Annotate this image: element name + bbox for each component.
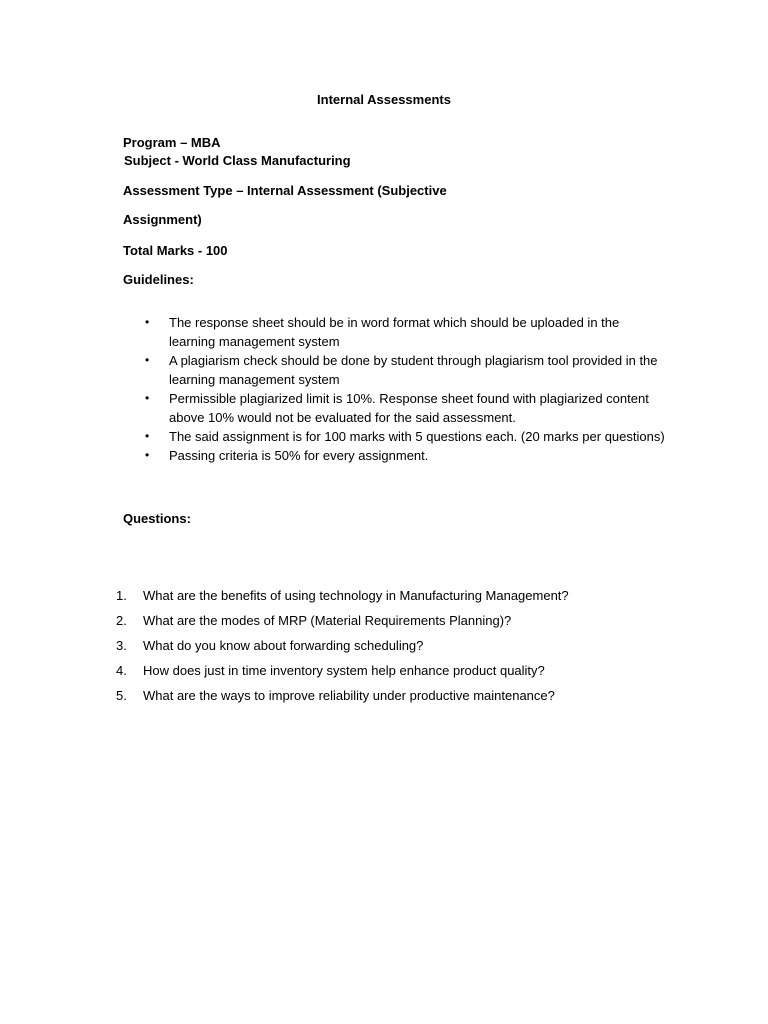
- question-number: 5.: [116, 688, 127, 703]
- question-text: What are the ways to improve reliability under productive maintenance?: [143, 688, 555, 703]
- assessment-type-line-continued: Assignment): [123, 212, 202, 227]
- bullet-icon: •: [145, 315, 150, 329]
- question-text: What are the benefits of using technology in Manufacturing Management?: [143, 588, 569, 603]
- guideline-text: A plagiarism check should be done by student through plagiarism tool provided in the learning management system: [169, 353, 658, 387]
- guideline-item: [145, 389, 665, 427]
- guideline-item: [145, 351, 665, 389]
- bullet-icon: •: [145, 391, 150, 405]
- document-title-text: Internal Assessments: [317, 92, 451, 107]
- guideline-text: The response sheet should be in word format which should be uploaded in the learning management system: [169, 315, 620, 349]
- question-item: [116, 608, 676, 633]
- question-text: What do you know about forwarding scheduling?: [143, 638, 424, 653]
- total-marks-line: Total Marks - 100: [123, 243, 228, 258]
- questions-heading: Questions:: [123, 511, 191, 526]
- question-item: [116, 658, 676, 683]
- guideline-item: [145, 313, 665, 351]
- guideline-text: Passing criteria is 50% for every assignment.: [169, 448, 429, 463]
- program-line: Program – MBA: [123, 135, 221, 150]
- bullet-icon: •: [145, 448, 150, 462]
- question-number: 1.: [116, 588, 127, 603]
- question-number: 4.: [116, 663, 127, 678]
- subject-line: Subject - World Class Manufacturing: [124, 153, 351, 168]
- bullet-icon: •: [145, 429, 150, 443]
- question-number: 3.: [116, 638, 127, 653]
- guideline-item: [145, 427, 665, 446]
- question-item: [116, 583, 676, 608]
- guideline-item: [145, 446, 665, 465]
- document-title: [0, 92, 768, 107]
- question-text: What are the modes of MRP (Material Requirements Planning)?: [143, 613, 512, 628]
- guidelines-list: [145, 313, 665, 465]
- assessment-type-line: Assessment Type – Internal Assessment (Subjective: [123, 183, 447, 198]
- guideline-text: Permissible plagiarized limit is 10%. Response sheet found with plagiarized content above 10% would not be evaluated for the said assessment.: [169, 391, 649, 425]
- questions-list: [116, 583, 676, 708]
- question-item: [116, 683, 676, 708]
- bullet-icon: •: [145, 353, 150, 367]
- question-number: 2.: [116, 613, 127, 628]
- question-item: [116, 633, 676, 658]
- guidelines-heading: Guidelines:: [123, 272, 194, 287]
- guideline-text: The said assignment is for 100 marks with 5 questions each. (20 marks per questions): [169, 429, 665, 444]
- question-text: How does just in time inventory system help enhance product quality?: [143, 663, 545, 678]
